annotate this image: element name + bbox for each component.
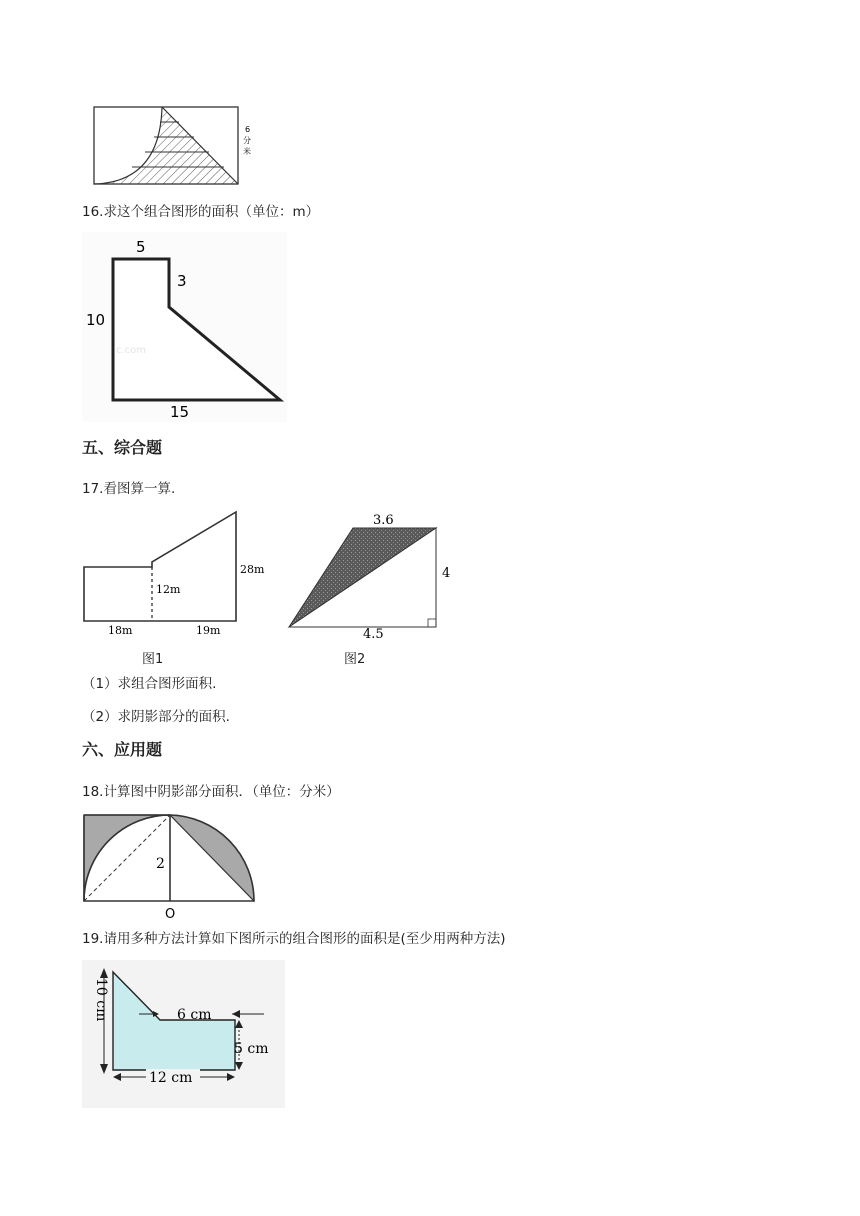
fig15-label-value: 6 bbox=[245, 125, 251, 134]
fig19-label-right: 5 cm bbox=[234, 1041, 269, 1057]
fig19-label-left: 10 cm bbox=[93, 978, 109, 1022]
question-17-sub-1: （1）求组合图形面积. bbox=[82, 676, 217, 692]
section-5-title: 五、综合题 bbox=[82, 438, 163, 457]
fig16-watermark: c.com bbox=[116, 345, 147, 356]
fig17-2-label-right: 4 bbox=[442, 566, 451, 581]
figure-17-1-caption: 图1 bbox=[142, 652, 164, 667]
fig18-label-o: O bbox=[165, 907, 176, 922]
section-6-title: 六、应用题 bbox=[82, 740, 163, 759]
fig17-2-label-bottom: 4.5 bbox=[363, 627, 384, 642]
figure-16 bbox=[82, 232, 287, 422]
question-19-text: 19.请用多种方法计算如下图所示的组合图形的面积是(至少用两种方法) bbox=[82, 931, 506, 947]
fig18-label-2: 2 bbox=[156, 856, 165, 872]
question-17-text: 17.看图算一算. bbox=[82, 481, 176, 497]
fig15-label-unit-2: 米 bbox=[243, 147, 251, 156]
figure-17-2-caption: 图2 bbox=[344, 652, 366, 667]
fig17-2-label-top: 3.6 bbox=[373, 513, 394, 528]
figure-18 bbox=[82, 812, 258, 922]
question-16-text: 16.求这个组合图形的面积（单位：m） bbox=[82, 204, 320, 220]
question-18-text: 18.计算图中阴影部分面积．（单位：分米） bbox=[82, 784, 340, 800]
fig16-label-step: 3 bbox=[177, 272, 187, 290]
figure-17-2 bbox=[283, 508, 463, 642]
question-17-sub-2: （2）求阴影部分的面积. bbox=[82, 709, 230, 725]
fig15-label-unit-1: 分 bbox=[243, 136, 251, 145]
figure-15 bbox=[90, 104, 270, 190]
fig19-label-mid: 6 cm bbox=[177, 1007, 212, 1023]
fig17-1-label-w-left: 18m bbox=[108, 624, 133, 637]
fig17-1-label-h-mid: 12m bbox=[156, 583, 181, 596]
fig17-1-label-h-right: 28m bbox=[240, 563, 265, 576]
fig16-label-top: 5 bbox=[136, 238, 146, 256]
fig19-label-bottom: 12 cm bbox=[149, 1070, 193, 1086]
fig16-label-bottom: 15 bbox=[170, 403, 190, 421]
figure-17-1 bbox=[82, 510, 272, 640]
fig17-1-label-w-right: 19m bbox=[196, 624, 221, 637]
figure-19 bbox=[82, 960, 285, 1108]
fig16-label-left: 10 bbox=[86, 311, 106, 329]
